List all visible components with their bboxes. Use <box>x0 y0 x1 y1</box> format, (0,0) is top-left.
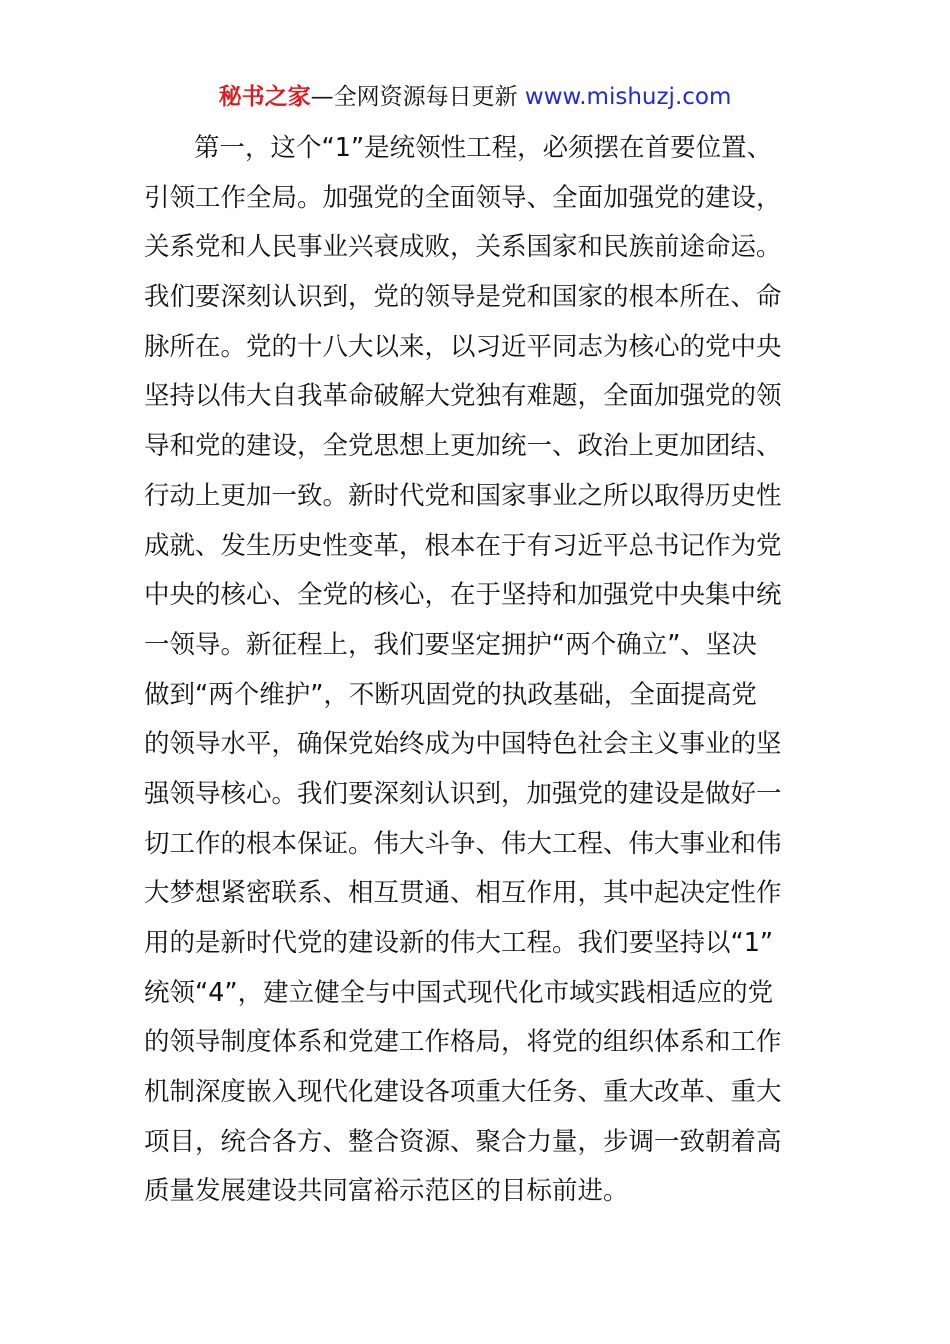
site-url: www.mishuzj.com <box>524 84 732 110</box>
text-line: 做到“两个维护”，不断巩固党的执政基础，全面提高党 <box>144 679 757 710</box>
text-line: 一领导。新征程上，我们要坚定拥护“两个确立”、坚决 <box>144 629 757 660</box>
text-line: 切工作的根本保证。伟大斗争、伟大工程、伟大事业和伟 <box>144 828 782 859</box>
text-line: 第一，这个“1”是统领性工程，必须摆在首要位置、 <box>194 133 773 163</box>
brand-name: 秘书之家 <box>218 84 311 110</box>
text-line: 脉所在。党的十八大以来，以习近平同志为核心的党中央 <box>144 331 782 362</box>
text-line: 成就、发生历史性变革，根本在于有习近平总书记作为党 <box>144 530 782 561</box>
text-line: 强领导核心。我们要深刻认识到，加强党的建设是做好一 <box>144 778 782 809</box>
text-line: 导和党的建设，全党思想上更加统一、政治上更加团结、 <box>144 431 782 462</box>
header-tagline: —全网资源每日更新 <box>310 84 525 110</box>
text-line: 关系党和人民事业兴衰成败，关系国家和民族前途命运。 <box>144 232 782 263</box>
text-line: 的领导水平，确保党始终成为中国特色社会主义事业的坚 <box>144 729 782 760</box>
text-line: 我们要深刻认识到，党的领导是党和国家的根本所在、命 <box>144 282 782 313</box>
document-body <box>144 124 810 1217</box>
text-line: 项目，统合各方、整合资源、聚合力量，步调一致朝着高 <box>144 1126 782 1157</box>
text-line: 大梦想紧密联系、相互贯通、相互作用，其中起决定性作 <box>144 878 782 909</box>
text-line: 中央的核心、全党的核心，在于坚持和加强党中央集中统 <box>144 580 782 611</box>
text-line: 引领工作全局。加强党的全面领导、全面加强党的建设， <box>144 182 782 213</box>
page-header <box>0 80 950 114</box>
text-line: 行动上更加一致。新时代党和国家事业之所以取得历史性 <box>144 480 782 511</box>
text-line: 统领“4”，建立健全与中国式现代化市域实践相适应的党 <box>144 977 774 1008</box>
text-line: 机制深度嵌入现代化建设各项重大任务、重大改革、重大 <box>144 1077 782 1108</box>
text-line: 坚持以伟大自我革命破解大党独有难题，全面加强党的领 <box>144 381 782 412</box>
text-line: 用的是新时代党的建设新的伟大工程。我们要坚持以“1” <box>144 928 774 958</box>
text-line: 的领导制度体系和党建工作格局，将党的组织体系和工作 <box>144 1027 782 1058</box>
text-line: 质量发展建设共同富裕示范区的目标前进。 <box>144 1176 629 1207</box>
